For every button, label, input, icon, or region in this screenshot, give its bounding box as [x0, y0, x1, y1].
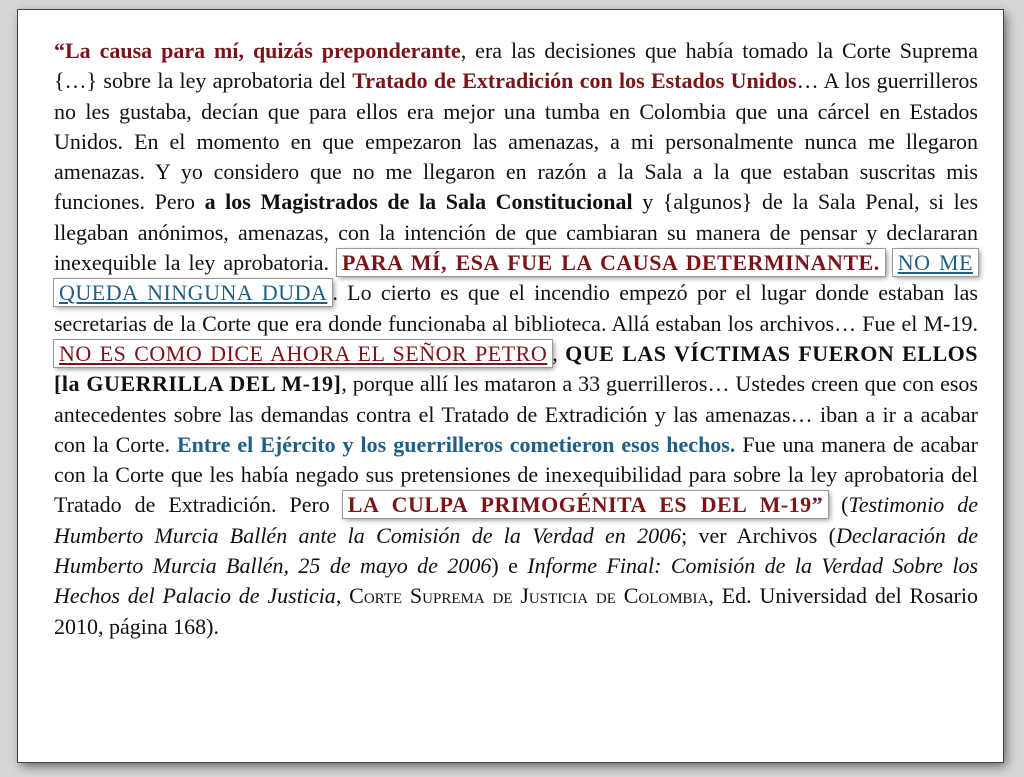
body-text: , Ed. Universidad del Rosario 2010, página 168).	[54, 583, 978, 639]
body-text: Fue una manera de acabar con la Corte que les había negado sus pretensiones de inexequibilidad para sobre la ley aprobatoria del Tratado de Extradición. Pero	[54, 431, 978, 518]
highlight-box-determining-cause: PARA MÍ, ESA FUE LA CAUSA DETERMINANTE.	[337, 249, 885, 276]
body-text: ) e	[491, 553, 528, 579]
emphasis-magistrates: a los Magistrados de la Sala Constitucional	[204, 189, 633, 215]
emphasis-treaty: Tratado de Extradición con los Estados Unidos	[352, 68, 797, 94]
highlight-box-petro: NO ES COMO DICE AHORA EL SEÑOR PETRO	[54, 340, 552, 367]
body-text: ; ver Archivos (	[681, 522, 836, 548]
body-text: ,	[335, 583, 350, 609]
body-text: … A los guerrilleros no les gustaba, decían que para ellos era mejor una tumba en Colombia que una cárcel en Estados Unidos. En el momento en que empezaron las amenazas, a mi personalmente nunca me llegaron amenazas. Y yo considero que no me llegaron en razón a la Sala a la que estaban suscritas mis funciones. Pero	[54, 68, 978, 215]
citation-court: Corte Suprema de Justicia de Colombia	[349, 583, 709, 609]
emphasis-opening: “La causa para mí, quizás preponderante	[54, 38, 461, 63]
body-text: ,	[552, 340, 566, 366]
document-page	[18, 10, 1003, 762]
quote-paragraph	[54, 36, 978, 642]
citation-testimony: Testimonio de Humberto Murcia Ballén ante la Comisión de la Verdad en 2006	[54, 492, 979, 548]
body-text: y {algunos} de la Sala Penal, si les llegaban anónimos, amenazas, con la intención de que cambiaran su manera de pensar y declararan inexequible la ley aprobatoria.	[54, 189, 979, 276]
body-text: , era las decisiones que había tomado la Corte Suprema {…} sobre la ley aprobatoria del	[54, 38, 979, 94]
body-text: . Lo cierto es que el incendio empezó por el lugar donde estaban las secretarias de la Corte que era donde funcionaba al biblioteca. Allá estaban los archivos… Fue el M-19.	[54, 280, 978, 336]
body-text: , porque allí les mataron a 33 guerrilleros… Ustedes creen que con esos antecedentes sobre las demandas contra el Tratado de Extradición y las amenazas… iban a ir a acabar con la Corte.	[54, 371, 978, 457]
emphasis-army-guerrillas: Entre el Ejército y los guerrilleros cometieron esos hechos.	[177, 431, 736, 457]
emphasis-victims: QUE LAS VÍCTIMAS FUERON ELLOS [la GUERRILLA DEL M-19]	[54, 340, 978, 397]
highlight-box-no-doubt: NO ME QUEDA NINGUNA DUDA	[54, 249, 978, 306]
highlight-box-m19-blame: LA CULPA PRIMOGÉNITA ES DEL M-19”	[343, 491, 828, 518]
body-text: (	[828, 492, 849, 518]
citation-declaration: Declaración de Humberto Murcia Ballén, 25 de mayo de 2006	[54, 522, 979, 579]
citation-final-report: Informe Final: Comisión de la Verdad Sobre los Hechos del Palacio de Justicia	[54, 553, 979, 609]
